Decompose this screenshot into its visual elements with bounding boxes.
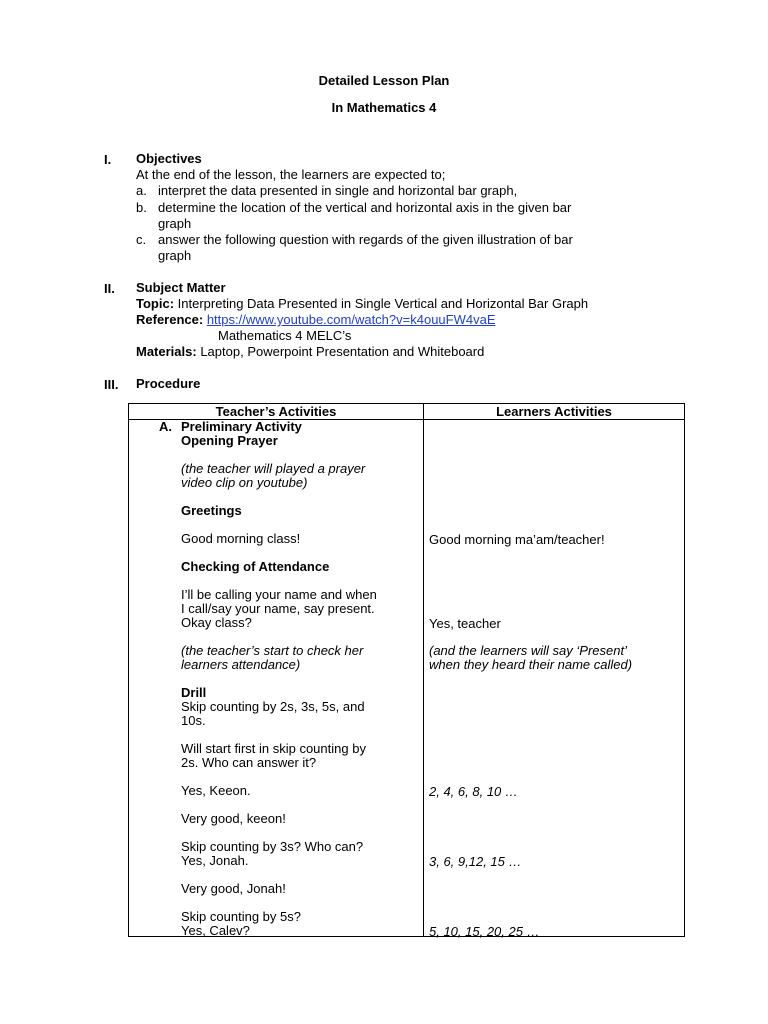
prayer-note-1: (the teacher will played a prayer — [181, 461, 366, 476]
objective-b-text: determine the location of the vertical and horizontal axis in the given bar — [158, 200, 572, 215]
objective-c-text-cont: graph — [158, 248, 192, 263]
attendance-line-2: I call/say your name, say present. — [181, 601, 375, 616]
learner-present-2: when they heard their name called) — [429, 657, 633, 672]
materials-text: Laptop, Powerpoint Presentation and Whiteboard — [200, 344, 485, 359]
prayer-note-2: video clip on youtube) — [181, 475, 308, 490]
reference-line — [136, 312, 496, 328]
materials-line — [136, 344, 484, 360]
learner-answer-3s: 3, 6, 9,12, 15 … — [429, 854, 522, 869]
drill-heading: Drill — [181, 685, 207, 700]
attendance-note-1: (the teacher’s start to check her — [181, 643, 364, 658]
learner-present-1: (and the learners will say ‘Present’ — [429, 643, 627, 658]
topic-label: Topic: — [136, 296, 175, 311]
topic-line — [136, 296, 588, 312]
attendance-note-2: learners attendance) — [181, 657, 301, 672]
learner-answer-2s: 2, 4, 6, 8, 10 … — [429, 784, 518, 799]
drill-line-2: 10s. — [181, 713, 206, 728]
table-column-divider — [423, 404, 424, 936]
materials-label: Materials: — [136, 344, 197, 359]
skip-5-question: Skip counting by 5s? — [181, 909, 301, 924]
objective-b-text-cont: graph — [158, 216, 192, 231]
learner-answer-5s: 5, 10, 15, 20, 25 … — [429, 924, 540, 939]
procedure-number: III. — [104, 377, 119, 392]
subject-matter-heading: Subject Matter — [136, 280, 226, 295]
objective-c-text: answer the following question with regards of the given illustration of bar — [158, 232, 573, 247]
objective-a-text: interpret the data presented in single and horizontal bar graph, — [158, 183, 518, 198]
reference-extra: Mathematics 4 MELC’s — [218, 328, 352, 343]
objective-b-marker: b. — [136, 200, 147, 215]
opening-prayer-heading: Opening Prayer — [181, 433, 278, 448]
very-good-jonah: Very good, Jonah! — [181, 881, 286, 896]
attendance-line-3: Okay class? — [181, 615, 252, 630]
prelim-marker: A. — [159, 419, 172, 434]
objectives-intro: At the end of the lesson, the learners are expected to; — [136, 167, 446, 182]
skip-3-question: Skip counting by 3s? Who can? — [181, 839, 364, 854]
reference-label: Reference: — [136, 312, 204, 327]
drill-line-1: Skip counting by 2s, 3s, 5s, and — [181, 699, 365, 714]
learner-column-header: Learners Activities — [496, 404, 612, 419]
objectives-heading: Objectives — [136, 151, 202, 166]
attendance-heading: Checking of Attendance — [181, 559, 330, 574]
learner-good-morning: Good morning ma’am/teacher! — [429, 532, 605, 547]
reference-link[interactable]: https://www.youtube.com/watch?v=k4ouuFW4vaE — [206, 312, 496, 327]
attendance-line-1: I’ll be calling your name and when — [181, 587, 377, 602]
prelim-heading: Preliminary Activity — [181, 419, 302, 434]
learner-yes-teacher: Yes, teacher — [429, 616, 501, 631]
procedure-table — [128, 403, 685, 937]
yes-calev: Yes, Calev? — [181, 923, 250, 938]
objective-a-marker: a. — [136, 183, 147, 198]
topic-text: Interpreting Data Presented in Single Vertical and Horizontal Bar Graph — [177, 296, 589, 311]
very-good-keeon: Very good, keeon! — [181, 811, 286, 826]
will-line-2: 2s. Who can answer it? — [181, 755, 317, 770]
objective-c-marker: c. — [136, 232, 147, 247]
procedure-heading: Procedure — [136, 376, 201, 391]
teacher-good-morning: Good morning class! — [181, 531, 301, 546]
objectives-number: I. — [104, 152, 112, 167]
greetings-heading: Greetings — [181, 503, 242, 518]
yes-keeon: Yes, Keeon. — [181, 783, 251, 798]
will-line-1: Will start first in skip counting by — [181, 741, 366, 756]
yes-jonah: Yes, Jonah. — [181, 853, 249, 868]
document-subtitle: In Mathematics 4 — [331, 100, 437, 115]
teacher-column-header: Teacher’s Activities — [215, 404, 337, 419]
subject-matter-number: II. — [104, 281, 115, 296]
document-title: Detailed Lesson Plan — [318, 73, 450, 88]
